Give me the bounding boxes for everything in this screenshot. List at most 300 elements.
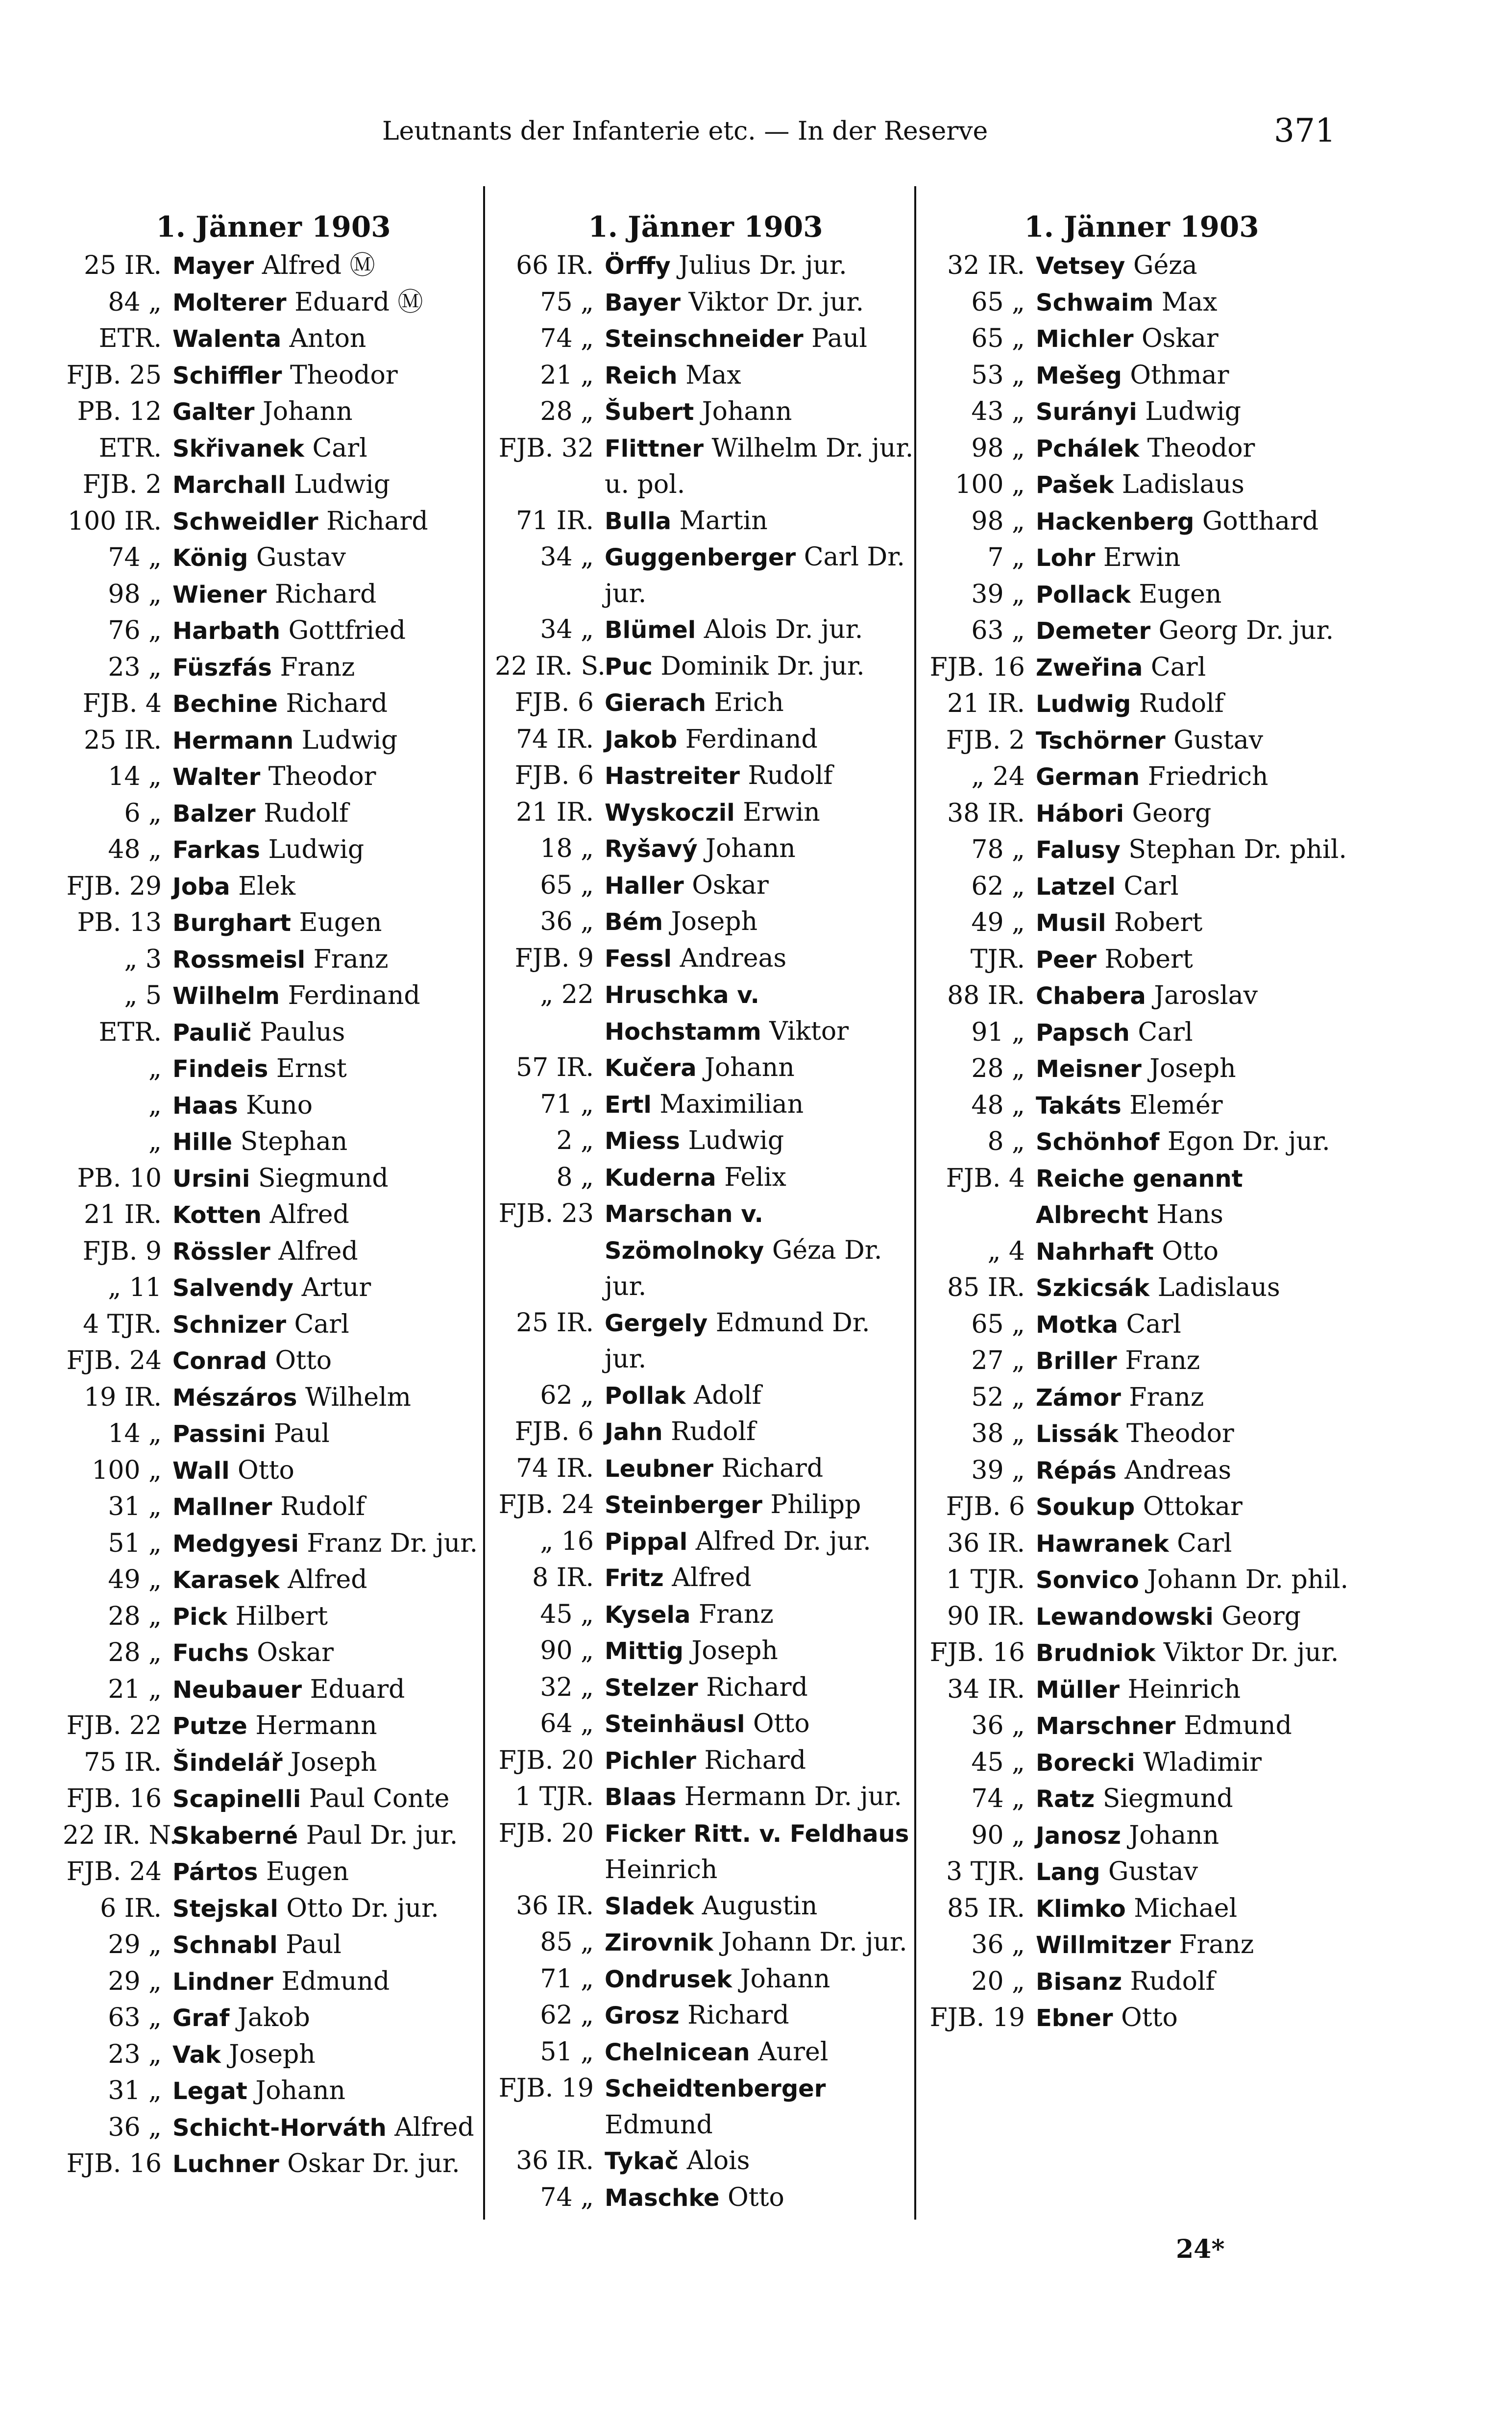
person-name bbox=[598, 1998, 916, 2034]
person-name bbox=[1029, 942, 1357, 978]
list-entry bbox=[926, 1526, 1357, 1563]
person-name bbox=[1029, 1270, 1357, 1307]
unit-designation: 36 IR. bbox=[516, 2146, 594, 2176]
list-entry bbox=[926, 1599, 1357, 1636]
person-name bbox=[1029, 1672, 1357, 1709]
person-name bbox=[1029, 1964, 1357, 2001]
given-name: Johann bbox=[1121, 1820, 1219, 1850]
unit-designation: 27 „ bbox=[971, 1346, 1025, 1375]
given-name: Richard bbox=[696, 1745, 806, 1775]
surname: Mayer bbox=[172, 252, 254, 280]
surname: Vak bbox=[172, 2041, 221, 2069]
person-name bbox=[598, 1123, 916, 1160]
unit-designation: FJB. 2 bbox=[82, 470, 162, 499]
given-name: Hans bbox=[1148, 1200, 1223, 1229]
given-name: Johann Dr. jur. bbox=[713, 1928, 907, 1957]
given-name: Franz bbox=[305, 944, 389, 974]
given-name: Theodor bbox=[1118, 1419, 1234, 1448]
unit-designation: 62 „ bbox=[540, 2001, 594, 2030]
person-name bbox=[598, 2180, 916, 2217]
given-name: Paul bbox=[803, 324, 867, 353]
list-entry bbox=[926, 1088, 1357, 1124]
surname: Szkicsák bbox=[1036, 1274, 1150, 1302]
list-entry bbox=[495, 503, 916, 540]
list-entry bbox=[63, 394, 484, 431]
list-entry bbox=[63, 321, 484, 358]
unit-designation: ETR. bbox=[98, 433, 162, 463]
unit-designation: 39 „ bbox=[971, 579, 1025, 609]
person-name bbox=[598, 1670, 916, 1707]
surname: Willmitzer bbox=[1036, 1931, 1171, 1959]
person-name bbox=[166, 1416, 484, 1453]
list-entry bbox=[495, 1706, 916, 1743]
person-name bbox=[166, 1270, 484, 1307]
unit-designation: 36 „ bbox=[971, 1930, 1025, 1959]
list-entry bbox=[926, 650, 1357, 686]
surname: Pollak bbox=[605, 1382, 686, 1410]
person-name bbox=[1029, 796, 1357, 832]
unit-designation: FJB. 19 bbox=[929, 2003, 1025, 2032]
column-heading: 1. Jänner 1903 bbox=[1024, 210, 1259, 244]
surname: Bisanz bbox=[1036, 1968, 1122, 1996]
given-name: Carl bbox=[1143, 652, 1206, 682]
list-entry bbox=[63, 1964, 484, 2001]
list-entry bbox=[63, 1051, 484, 1088]
surname: Pollack bbox=[1036, 581, 1131, 609]
unit-designation: 45 „ bbox=[971, 1747, 1025, 1777]
surname: Janosz bbox=[1036, 1822, 1121, 1850]
list-entry bbox=[63, 1599, 484, 1636]
given-name: Jakob bbox=[229, 2003, 310, 2032]
given-name: Alois Dr. jur. bbox=[696, 615, 863, 644]
list-entry bbox=[926, 504, 1357, 540]
unit-designation: 25 IR. bbox=[516, 1308, 594, 1338]
given-name: Artur bbox=[293, 1273, 371, 1302]
given-name: Ludwig bbox=[260, 835, 365, 864]
person-name bbox=[166, 1453, 484, 1490]
surname: Wall bbox=[172, 1457, 230, 1485]
surname: Ratz bbox=[1036, 1785, 1095, 1813]
unit-designation: 1 TJR. bbox=[515, 1782, 594, 1811]
unit-designation: 21 IR. bbox=[947, 689, 1025, 718]
surname: Zweřina bbox=[1036, 654, 1143, 682]
surname: Balzer bbox=[172, 800, 256, 828]
person-name bbox=[166, 577, 484, 613]
person-name bbox=[166, 1708, 484, 1745]
surname: Lang bbox=[1036, 1858, 1100, 1886]
person-name bbox=[166, 1891, 484, 1928]
given-name: Eugen bbox=[258, 1857, 349, 1886]
given-name: Friedrich bbox=[1140, 762, 1268, 791]
list-entry bbox=[63, 431, 484, 467]
given-name: Otto Dr. jur. bbox=[278, 1893, 439, 1923]
list-entry bbox=[495, 1998, 916, 2034]
surname: Neubauer bbox=[172, 1676, 302, 1704]
surname: Pippal bbox=[605, 1528, 688, 1556]
surname: Kysela bbox=[605, 1601, 691, 1629]
list-entry bbox=[926, 1672, 1357, 1709]
person-name bbox=[598, 1888, 916, 1925]
list-entry bbox=[63, 1891, 484, 1928]
person-name bbox=[598, 1378, 916, 1415]
list-entry bbox=[495, 722, 916, 758]
given-name: Theodor bbox=[1139, 433, 1255, 463]
person-name bbox=[598, 1160, 916, 1197]
person-name bbox=[598, 248, 916, 285]
surname: Motka bbox=[1036, 1311, 1118, 1339]
person-name bbox=[166, 540, 484, 577]
surname: Pchálek bbox=[1036, 435, 1140, 463]
person-name bbox=[166, 1964, 484, 2001]
given-name: Ludwig bbox=[680, 1126, 784, 1155]
unit-designation: ETR. bbox=[98, 1017, 162, 1047]
person-name bbox=[1029, 248, 1357, 285]
person-name bbox=[166, 1343, 484, 1380]
surname: Skaberné bbox=[172, 1822, 298, 1850]
list-entry bbox=[495, 649, 916, 685]
surname: Molterer bbox=[172, 289, 287, 317]
given-name: Julius Dr. jur. bbox=[670, 251, 847, 280]
surname: Pichler bbox=[605, 1747, 696, 1775]
person-name bbox=[598, 1451, 916, 1488]
unit-designation: 6 „ bbox=[124, 798, 162, 828]
given-name: Joseph bbox=[1141, 1054, 1236, 1083]
list-entry bbox=[495, 431, 916, 503]
given-name: Johann bbox=[732, 1964, 830, 1994]
list-entry bbox=[926, 431, 1357, 467]
given-name: Gottfried bbox=[280, 616, 406, 645]
surname: Scapinelli bbox=[172, 1785, 301, 1813]
given-name: Felix bbox=[716, 1162, 786, 1192]
surname: Kotten bbox=[172, 1201, 262, 1229]
given-name: Johann bbox=[696, 1053, 795, 1082]
given-name: Gustav bbox=[1165, 725, 1264, 755]
list-entry bbox=[926, 1051, 1357, 1088]
list-entry bbox=[926, 248, 1357, 285]
list-entry bbox=[495, 1196, 916, 1305]
list-entry bbox=[495, 248, 916, 285]
given-name: Viktor Dr. jur. bbox=[681, 287, 864, 317]
list-entry bbox=[63, 1343, 484, 1380]
surname: Lewandowski bbox=[1036, 1603, 1214, 1631]
given-name: Edmund bbox=[1175, 1711, 1292, 1740]
list-entry bbox=[63, 1161, 484, 1198]
unit-designation: 98 „ bbox=[971, 506, 1025, 536]
unit-designation: 7 „ bbox=[987, 543, 1025, 572]
list-entry bbox=[926, 723, 1357, 759]
person-name bbox=[166, 2110, 484, 2147]
given-name: Alois bbox=[679, 2146, 750, 2176]
person-name bbox=[1029, 1124, 1357, 1161]
given-name: Adolf bbox=[685, 1380, 761, 1410]
person-name bbox=[598, 685, 916, 722]
person-name bbox=[166, 723, 484, 759]
person-name bbox=[1029, 1453, 1357, 1490]
list-entry bbox=[495, 1961, 916, 1998]
surname: Salvendy bbox=[172, 1274, 294, 1302]
list-entry bbox=[495, 2180, 916, 2217]
person-name bbox=[1029, 1015, 1357, 1051]
surname: Blümel bbox=[605, 616, 696, 644]
given-name: Andreas bbox=[672, 943, 787, 973]
person-name bbox=[1029, 905, 1357, 942]
list-entry bbox=[63, 832, 484, 869]
list-entry bbox=[926, 285, 1357, 321]
surname: Hastreiter bbox=[605, 762, 740, 790]
person-name bbox=[166, 942, 484, 978]
surname: Steinhäusl bbox=[605, 1711, 745, 1738]
person-name bbox=[598, 1560, 916, 1597]
list-entry bbox=[63, 1197, 484, 1234]
list-entry bbox=[495, 321, 916, 358]
person-name bbox=[1029, 321, 1357, 358]
list-entry bbox=[926, 1161, 1357, 1234]
given-name: Ladislaus bbox=[1114, 470, 1244, 499]
given-name: Edmund bbox=[273, 1966, 390, 1996]
running-header: Leutnants der Infanterie etc. — In der Reserve bbox=[382, 117, 988, 146]
surname: Wyskoczil bbox=[605, 799, 735, 827]
list-entry bbox=[926, 1380, 1357, 1417]
person-name bbox=[166, 504, 484, 540]
surname: Rossmeisl bbox=[172, 946, 306, 974]
given-name: Ludwig bbox=[1137, 397, 1241, 426]
unit-designation: 98 „ bbox=[971, 433, 1025, 463]
unit-designation: 28 „ bbox=[108, 1638, 162, 1667]
person-name bbox=[1029, 869, 1357, 905]
unit-designation: „ 11 bbox=[108, 1273, 162, 1302]
unit-designation: FJB. 24 bbox=[66, 1346, 162, 1375]
given-name: Wladimir bbox=[1135, 1747, 1262, 1777]
surname: Farkas bbox=[172, 836, 260, 864]
unit-designation: ETR. bbox=[98, 324, 162, 353]
unit-designation: FJB. 29 bbox=[66, 871, 162, 901]
unit-designation: FJB. 9 bbox=[514, 943, 594, 973]
unit-designation: 74 „ bbox=[540, 2182, 594, 2212]
person-name bbox=[166, 869, 484, 905]
person-name bbox=[166, 248, 484, 285]
surname: Pašek bbox=[1036, 471, 1114, 499]
given-name: Edmund Dr. jur. bbox=[605, 1308, 870, 1374]
given-name: Johann bbox=[694, 397, 792, 426]
surname: Hermann bbox=[172, 727, 294, 755]
list-entry bbox=[926, 613, 1357, 650]
given-name: Alfred bbox=[261, 1200, 349, 1229]
person-name bbox=[166, 1051, 484, 1088]
unit-designation: FJB. 4 bbox=[946, 1163, 1025, 1193]
unit-designation: 21 „ bbox=[108, 1674, 162, 1704]
given-name: Ludwig bbox=[286, 470, 390, 499]
unit-designation: 14 „ bbox=[108, 1419, 162, 1448]
list-entry bbox=[926, 1562, 1357, 1599]
surname: Jakob bbox=[605, 726, 678, 754]
list-entry bbox=[63, 1088, 484, 1124]
unit-designation: 3 TJR. bbox=[946, 1857, 1025, 1886]
surname: Bulla bbox=[605, 507, 672, 535]
given-name: Hilbert bbox=[227, 1601, 328, 1631]
list-entry bbox=[495, 1414, 916, 1451]
list-entry bbox=[926, 759, 1357, 796]
person-name bbox=[1029, 1307, 1357, 1344]
person-name bbox=[1029, 394, 1357, 431]
unit-designation: 98 „ bbox=[108, 579, 162, 609]
given-name: Eugen bbox=[291, 908, 382, 937]
list-entry bbox=[63, 1453, 484, 1490]
unit-designation: 14 „ bbox=[108, 762, 162, 791]
surname: Sladek bbox=[605, 1892, 694, 1920]
given-name: Johann bbox=[247, 2076, 345, 2105]
unit-designation: FJB. 9 bbox=[82, 1236, 162, 1266]
person-name bbox=[598, 868, 916, 904]
surname: Ebner bbox=[1036, 2004, 1113, 2032]
unit-designation: FJB. 16 bbox=[929, 1638, 1025, 1667]
surname: Jahn bbox=[605, 1418, 663, 1446]
person-name bbox=[598, 1816, 916, 1888]
given-name: Johann Dr. phil. bbox=[1139, 1565, 1349, 1594]
person-name bbox=[598, 1706, 916, 1743]
column-2 bbox=[495, 206, 916, 2216]
list-entry bbox=[63, 1489, 484, 1526]
person-name bbox=[598, 941, 916, 978]
given-name: Richard bbox=[679, 2001, 789, 2030]
surname: Flittner bbox=[605, 435, 704, 463]
person-name bbox=[1029, 1343, 1357, 1380]
surname: Hawranek bbox=[1036, 1530, 1169, 1558]
person-name bbox=[1029, 1088, 1357, 1124]
list-entry bbox=[926, 1708, 1357, 1745]
surname: Ursini bbox=[172, 1165, 250, 1193]
given-name: Gustav bbox=[1100, 1857, 1198, 1886]
given-name: Ferdinand bbox=[280, 981, 420, 1010]
given-name: Eugen bbox=[1130, 579, 1222, 609]
surname: Harbath bbox=[172, 617, 281, 645]
list-entry bbox=[495, 2143, 916, 2180]
given-name: Otto bbox=[267, 1346, 332, 1375]
unit-designation: FJB. 25 bbox=[66, 360, 162, 390]
given-name: Paul bbox=[266, 1419, 330, 1448]
given-name: Ferdinand bbox=[677, 724, 818, 754]
list-entry bbox=[926, 1927, 1357, 1964]
given-name: Paul Dr. jur. bbox=[298, 1820, 458, 1850]
given-name: Kuno bbox=[238, 1090, 313, 1120]
person-name bbox=[598, 2143, 916, 2180]
unit-designation: 74 „ bbox=[971, 1784, 1025, 1813]
person-name bbox=[166, 1927, 484, 1964]
person-name bbox=[166, 1672, 484, 1709]
list-entry bbox=[495, 1888, 916, 1925]
list-entry bbox=[63, 1234, 484, 1271]
person-name bbox=[166, 2073, 484, 2110]
surname: Bayer bbox=[605, 289, 681, 317]
person-name bbox=[166, 1015, 484, 1051]
surname: Zámor bbox=[1036, 1384, 1121, 1412]
surname: Karasek bbox=[172, 1566, 280, 1594]
given-name: Paulus bbox=[251, 1017, 345, 1047]
unit-designation: 39 „ bbox=[971, 1455, 1025, 1485]
surname: Maschke bbox=[605, 2184, 720, 2212]
unit-designation: FJB. 6 bbox=[946, 1492, 1025, 1521]
person-name bbox=[166, 1635, 484, 1672]
given-name: Joseph bbox=[663, 907, 758, 936]
surname: Hille bbox=[172, 1128, 233, 1156]
person-name bbox=[166, 1818, 484, 1855]
unit-designation: 28 „ bbox=[971, 1054, 1025, 1083]
unit-designation: 57 IR. bbox=[516, 1053, 594, 1082]
surname: Hábori bbox=[1036, 800, 1124, 828]
column-3 bbox=[926, 206, 1357, 2037]
given-name: Géza Dr. jur. bbox=[605, 1235, 882, 1301]
person-name bbox=[1029, 1854, 1357, 1891]
unit-designation: FJB. 6 bbox=[514, 761, 594, 790]
given-name: Oskar bbox=[1133, 324, 1219, 353]
surname: Mallner bbox=[172, 1493, 272, 1521]
unit-designation: 51 „ bbox=[540, 2037, 594, 2067]
unit-designation: 65 „ bbox=[540, 870, 594, 900]
surname: Guggenberger bbox=[605, 544, 796, 571]
surname: Puc bbox=[605, 653, 653, 681]
column-heading: 1. Jänner 1903 bbox=[588, 210, 823, 244]
unit-designation: 19 IR. bbox=[84, 1382, 162, 1412]
given-name: Rudolf bbox=[662, 1417, 756, 1446]
given-name: Otto bbox=[229, 1455, 294, 1485]
surname: Bém bbox=[605, 908, 663, 936]
list-entry bbox=[495, 1779, 916, 1816]
unit-designation: 36 „ bbox=[540, 907, 594, 936]
list-entry bbox=[63, 1562, 484, 1599]
given-name: Michael bbox=[1125, 1893, 1238, 1923]
surname: Kučera bbox=[605, 1054, 697, 1082]
list-entry bbox=[495, 1451, 916, 1488]
given-name: Richard bbox=[318, 506, 428, 536]
surname: Lissák bbox=[1036, 1420, 1119, 1448]
list-entry bbox=[495, 1524, 916, 1561]
surname: Galter bbox=[172, 398, 255, 426]
surname: Putze bbox=[172, 1712, 247, 1740]
given-name: Otto bbox=[719, 2182, 784, 2212]
person-name bbox=[1029, 1051, 1357, 1088]
unit-designation: FJB. 2 bbox=[946, 725, 1025, 755]
unit-designation: 74 „ bbox=[108, 543, 162, 572]
surname: Borecki bbox=[1036, 1749, 1135, 1777]
surname: Latzel bbox=[1036, 873, 1116, 901]
unit-designation: 36 IR. bbox=[947, 1528, 1025, 1558]
list-entry bbox=[926, 1270, 1357, 1307]
person-name bbox=[166, 2037, 484, 2074]
given-name: Franz bbox=[1121, 1382, 1204, 1412]
surname: Fessl bbox=[605, 945, 672, 973]
list-entry bbox=[63, 723, 484, 759]
list-entry bbox=[926, 905, 1357, 942]
surname: Kuderna bbox=[605, 1164, 716, 1192]
list-entry bbox=[495, 1925, 916, 1961]
column-heading: 1. Jänner 1903 bbox=[156, 210, 391, 244]
unit-designation: FJB. 6 bbox=[514, 688, 594, 717]
person-name bbox=[1029, 832, 1357, 869]
person-name bbox=[598, 2071, 916, 2143]
given-name: Rudolf bbox=[1122, 1966, 1215, 1996]
unit-designation: TJR. bbox=[970, 944, 1025, 974]
person-name bbox=[1029, 2000, 1357, 2037]
person-name bbox=[166, 1197, 484, 1234]
list-entry bbox=[63, 1380, 484, 1417]
given-name: Max bbox=[1153, 287, 1218, 317]
surname: Ryšavý bbox=[605, 835, 698, 863]
surname: Falusy bbox=[1036, 836, 1121, 864]
person-name bbox=[1029, 467, 1357, 504]
unit-designation: 53 „ bbox=[971, 360, 1025, 390]
list-entry bbox=[495, 1087, 916, 1124]
list-entry bbox=[926, 1745, 1357, 1782]
unit-designation: FJB. 20 bbox=[498, 1745, 594, 1775]
